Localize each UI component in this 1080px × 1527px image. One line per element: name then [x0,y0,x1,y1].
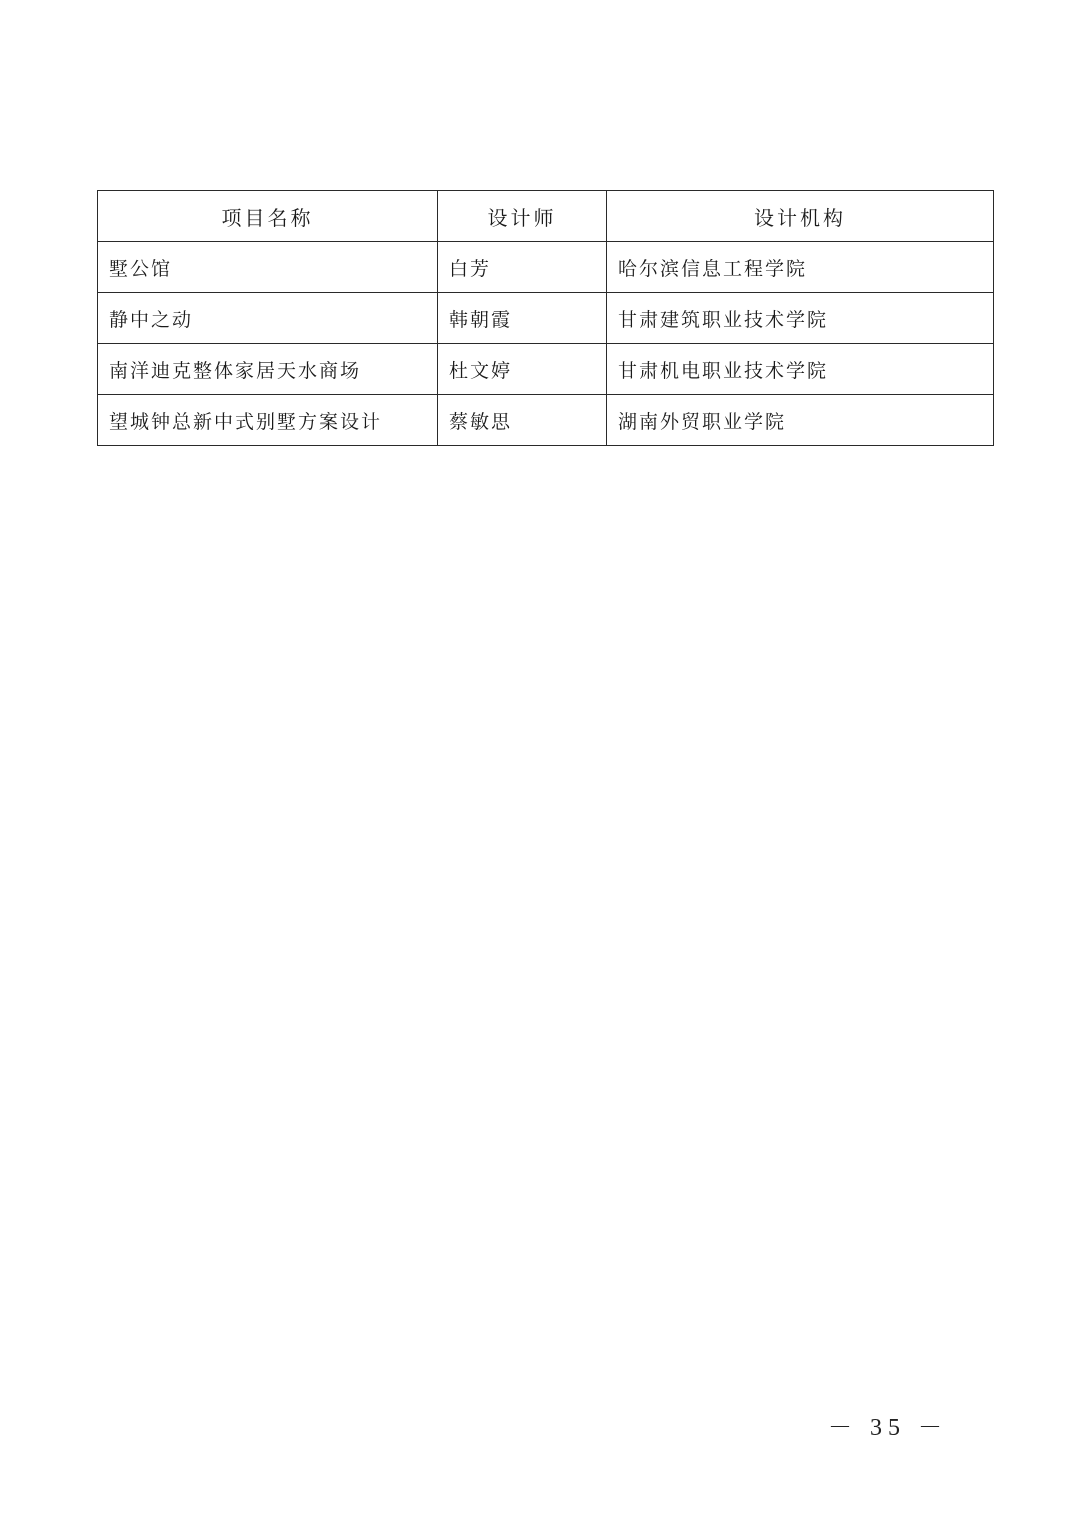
cell-designer: 韩朝霞 [438,293,607,344]
table-row [98,344,994,395]
cell-project-name: 静中之动 [98,293,438,344]
cell-organization: 湖南外贸职业学院 [607,395,994,446]
table-row [98,242,994,293]
header-organization: 设计机构 [607,191,994,242]
cell-designer: 杜文婷 [438,344,607,395]
table-row [98,293,994,344]
cell-project-name: 南洋迪克整体家居天水商场 [98,344,438,395]
header-designer: 设计师 [438,191,607,242]
cell-organization: 甘肃机电职业技术学院 [607,344,994,395]
cell-organization: 哈尔滨信息工程学院 [607,242,994,293]
header-project-name: 项目名称 [98,191,438,242]
cell-project-name: 望城钟总新中式别墅方案设计 [98,395,438,446]
page-number: － 35 － [828,1415,948,1441]
cell-organization: 甘肃建筑职业技术学院 [607,293,994,344]
award-table [97,190,994,446]
cell-designer: 白芳 [438,242,607,293]
table-header-row [98,191,994,242]
cell-designer: 蔡敏思 [438,395,607,446]
table-row [98,395,994,446]
cell-project-name: 墅公馆 [98,242,438,293]
